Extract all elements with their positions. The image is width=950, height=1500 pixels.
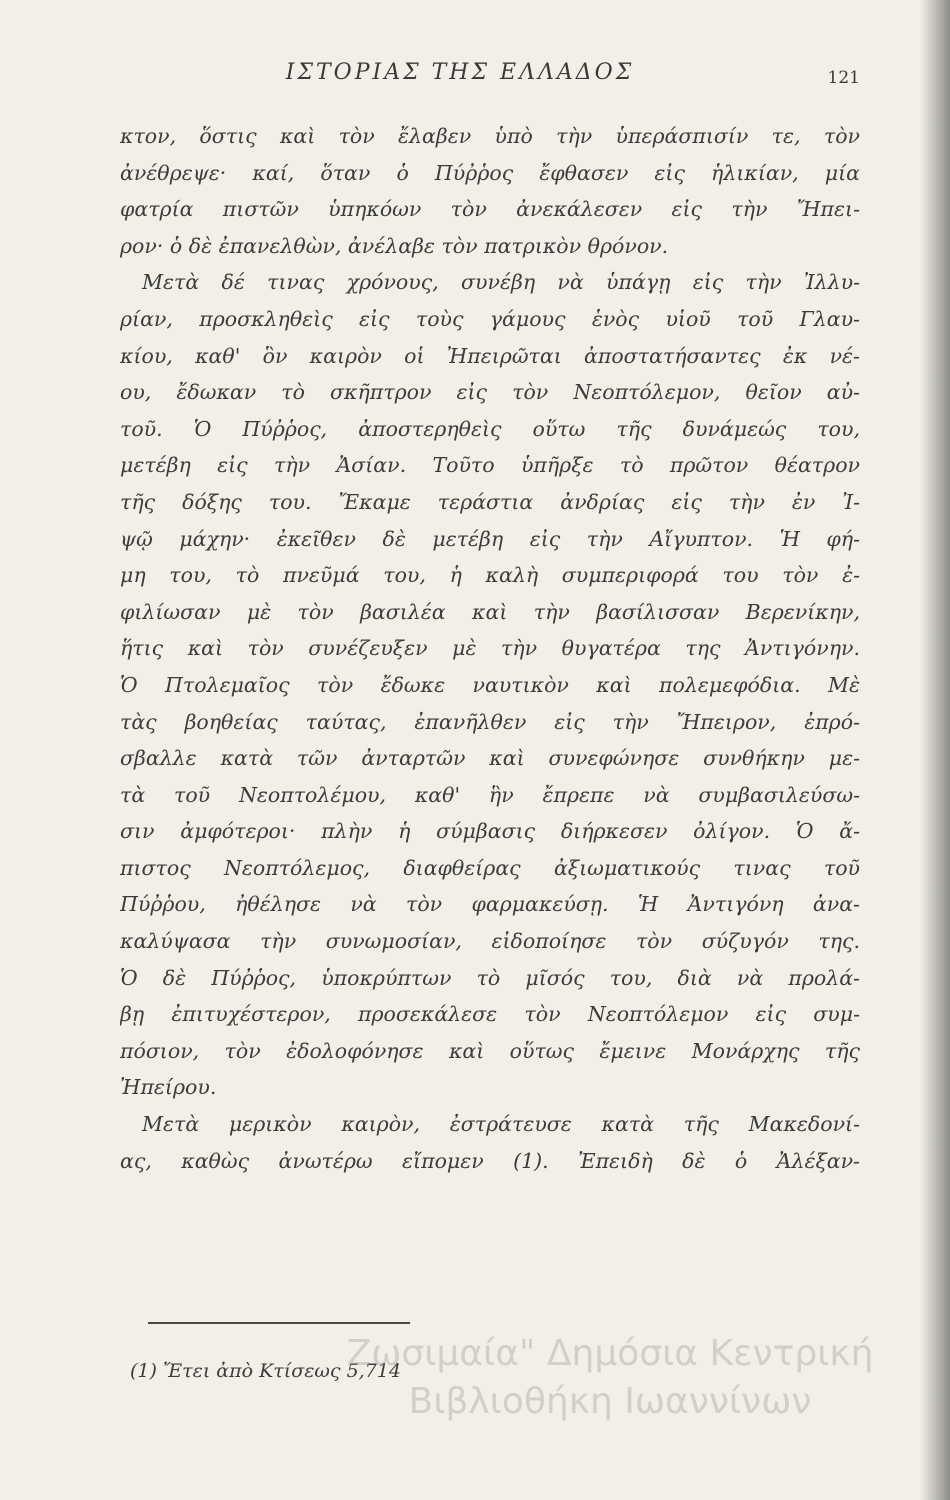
body-text — [120, 118, 860, 1179]
text-line: μετέβη εἰς τὴν Ἀσίαν. Τοῦτο ὑπῆρξε τὸ πρῶτον θέατρον — [120, 453, 860, 478]
text-line: Πύῤῥου, ἠθέλησε νὰ τὸν φαρμακεύσῃ. Ἡ Ἀντιγόνη ἀνα- — [120, 892, 860, 917]
footnote-divider — [148, 1322, 410, 1324]
text-line: Ἠπείρου. — [120, 1075, 217, 1100]
text-line: Ὁ Πτολεμαῖος τὸν ἔδωκε ναυτικὸν καὶ πολεμεφόδια. Μὲ — [120, 672, 860, 697]
text-line: τὰ τοῦ Νεοπτολέμου, καθ' ἣν ἔπρεπε νὰ συμβασιλεύσω- — [120, 782, 860, 807]
footnote: (1) Ἔτει ἀπὸ Κτίσεως 5,714 — [130, 1360, 401, 1382]
watermark-line: Ζωσιμαία" Δημόσια Κεντρική — [346, 1333, 874, 1374]
running-title: ΙΣΤΟΡΙΑΣ ΤΗΣ ΕΛΛΑΔΟΣ — [285, 60, 635, 85]
page-number: 121 — [827, 68, 860, 88]
watermark-line: Βιβλιοθήκη Ιωαννίνων — [408, 1381, 812, 1422]
text-line: πόσιον, τὸν ἐδολοφόνησε καὶ οὕτως ἔμεινε Μονάρχης τῆς — [120, 1038, 860, 1063]
text-line: ου, ἔδωκαν τὸ σκῆπτρον εἰς τὸν Νεοπτόλεμον, θεῖον αὐ- — [120, 380, 860, 405]
text-line: πιστος Νεοπτόλεμος, διαφθείρας ἀξιωματικούς τινας τοῦ — [120, 855, 860, 880]
text-line: Μετὰ μερικὸν καιρὸν, ἐστράτευσε κατὰ τῆς Μακεδονί- — [142, 1112, 860, 1137]
text-line: βῃ ἐπιτυχέστερον, προσεκάλεσε τὸν Νεοπτόλεμον εἰς συμ- — [120, 1002, 860, 1027]
text-line: μη του, τὸ πνεῦμά του, ἡ καλὴ συμπεριφορά του τὸν ἐ- — [120, 563, 860, 588]
text-line: ψῷ μάχην· ἐκεῖθεν δὲ μετέβη εἰς τὴν Αἴγυπτον. Ἡ φή- — [120, 526, 860, 551]
page-header — [120, 60, 860, 100]
text-line: φιλίωσαν μὲ τὸν βασιλέα καὶ τὴν βασίλισσαν Βερενίκην, — [120, 599, 860, 624]
text-line: τῆς δόξης του. Ἔκαμε τεράστια ἀνδρίας εἰς τὴν ἐν Ἰ- — [120, 489, 860, 514]
text-line: ρον· ὁ δὲ ἐπανελθὼν, ἀνέλαβε τὸν πατρικὸν θρόνον. — [120, 233, 669, 258]
text-line: κτον, ὅστις καὶ τὸν ἔλαβεν ὑπὸ τὴν ὑπεράσπισίν τε, τὸν — [120, 124, 860, 148]
text-line: Ὁ δὲ Πύῤῥος, ὑποκρύπτων τὸ μῖσός του, διὰ νὰ προλά- — [120, 965, 860, 990]
text-line: ἥτις καὶ τὸν συνέζευξεν μὲ τὴν θυγατέρα της Ἀντιγόνην. — [120, 636, 860, 661]
text-line: ἀνέθρεψε· καί, ὅταν ὁ Πύῤῥος ἔφθασεν εἰς ἡλικίαν, μία — [120, 160, 860, 185]
page-edge-shadow — [920, 0, 950, 1500]
text-line: κίου, καθ' ὃν καιρὸν οἱ Ἠπειρῶται ἀποστατήσαντες ἐκ νέ- — [120, 343, 860, 368]
text-line: σβαλλε κατὰ τῶν ἀνταρτῶν καὶ συνεφώνησε συνθήκην με- — [120, 746, 860, 771]
text-line: τὰς βοηθείας ταύτας, ἐπανῆλθεν εἰς τὴν Ἤπειρον, ἐπρό- — [120, 709, 860, 734]
text-line: τοῦ. Ὁ Πύῤῥος, ἀποστερηθεὶς οὕτω τῆς δυνάμεώς του, — [120, 416, 860, 441]
text-line: φατρία πιστῶν ὑπηκόων τὸν ἀνεκάλεσεν εἰς τὴν Ἤπει- — [120, 197, 860, 222]
text-line: ας, καθὼς ἀνωτέρω εἴπομεν (1). Ἐπειδὴ δὲ ὁ Ἀλέξαν- — [120, 1148, 860, 1173]
library-watermark — [300, 1330, 920, 1426]
text-line: σιν ἀμφότεροι· πλὴν ἡ σύμβασις διήρκεσεν ὀλίγον. Ὁ ἄ- — [120, 819, 860, 844]
text-line: Μετὰ δέ τινας χρόνους, συνέβη νὰ ὑπάγῃ εἰς τὴν Ἰλλυ- — [142, 270, 860, 295]
text-line: καλύψασα τὴν συνωμοσίαν, εἰδοποίησε τὸν σύζυγόν της. — [120, 929, 860, 954]
text-line: ρίαν, προσκληθεὶς εἰς τοὺς γάμους ἑνὸς υἱοῦ τοῦ Γλαυ- — [120, 306, 860, 331]
